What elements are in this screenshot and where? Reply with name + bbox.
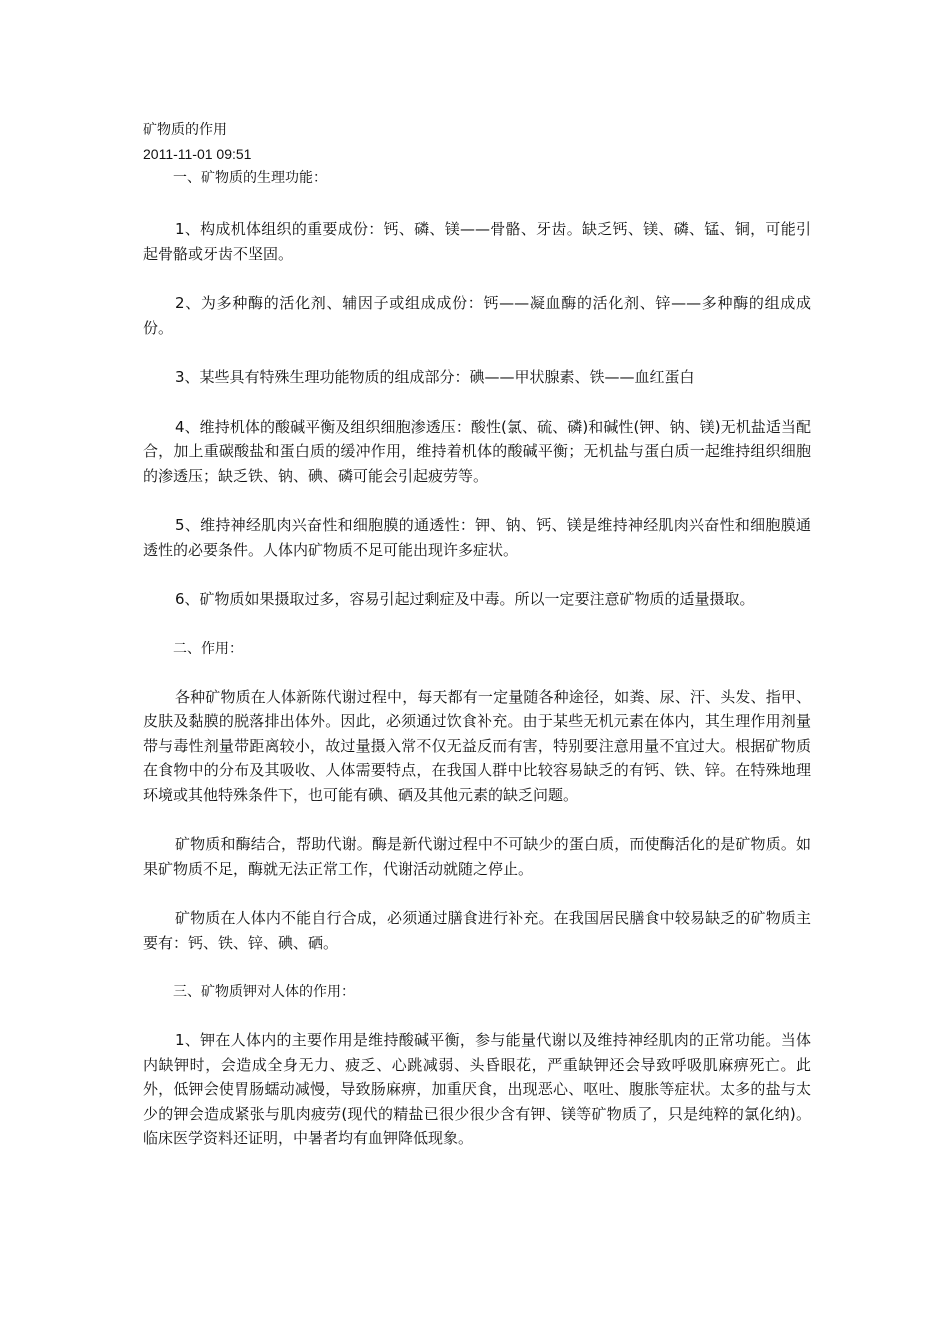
paragraph-potassium-role: 1、钾在人体内的主要作用是维持酸碱平衡，参与能量代谢以及维持神经肌肉的正常功能。当体内缺钾时，会造成全身无力、疲乏、心跳减弱、头昏眼花，严重缺钾还会导致呼吸肌麻痹死亡。此外，低钾会使胃肠蠕动减慢，导致肠麻痹，加重厌食，出现恶心、呕吐、腹胀等症状。太多的盐与太少的钾会造成紧张与肌肉疲劳(现代的精盐已很少很少含有钾、镁等矿物质了，只是纯粹的氯化纳)。临床医学资料还证明，中暑者均有血钾降低现象。 xyxy=(143,1031,811,1147)
section-heading-potassium: 三、矿物质钾对人体的作用： xyxy=(173,984,355,1000)
paragraph-structural-components: 1、构成机体组织的重要成份：钙、磷、镁——骨骼、牙齿。缺乏钙、镁、磷、锰、铜，可能引起骨骼或牙齿不坚固。 xyxy=(143,220,811,263)
section-heading-functions: 二、作用： xyxy=(173,640,243,657)
paragraph-excess-intake: 6、矿物质如果摄取过多，容易引起过剩症及中毒。所以一定要注意矿物质的适量摄取。 xyxy=(175,590,755,608)
document-title: 矿物质的作用 xyxy=(143,122,227,138)
paragraph-metabolic-loss: 各种矿物质在人体新陈代谢过程中，每天都有一定量随各种途径，如粪、尿、汗、头发、指甲、皮肤及黏膜的脱落排出体外。因此，必须通过饮食补充。由于某些无机元素在体内，其生理作用剂量带与毒性剂量带距离较小，故过量摄入常不仅无益反而有害，特别要注意用量不宜过大。根据矿物质在食物中的分布及其吸收、人体需要特点，在我国人群中比较容易缺乏的有钙、铁、锌。在特殊地理环境或其他特殊条件下，也可能有碘、硒及其他元素的缺乏问题。 xyxy=(143,687,811,804)
document-datetime: 2011-11-01 09:51 xyxy=(143,146,252,162)
paragraph-dietary-supplement: 矿物质在人体内不能自行合成，必须通过膳食进行补充。在我国居民膳食中较易缺乏的矿物质主要有：钙、铁、锌、碘、硒。 xyxy=(143,909,811,952)
paragraph-neuromuscular: 5、维持神经肌肉兴奋性和细胞膜的通透性：钾、钠、钙、镁是维持神经肌肉兴奋性和细胞膜通透性的必要条件。人体内矿物质不足可能出现许多症状。 xyxy=(143,516,811,559)
paragraph-enzyme-binding: 矿物质和酶结合，帮助代谢。酶是新代谢过程中不可缺少的蛋白质，而使酶活化的是矿物质。如果矿物质不足，酶就无法正常工作，代谢活动就随之停止。 xyxy=(143,835,811,878)
document-body xyxy=(143,118,811,1176)
paragraph-enzyme-activators: 2、为多种酶的活化剂、辅因子或组成成份：钙——凝血酶的活化剂、锌——多种酶的组成成份。 xyxy=(143,294,811,337)
paragraph-special-function-components: 3、某些具有特殊生理功能物质的组成部分：碘——甲状腺素、铁——血红蛋白 xyxy=(175,368,695,386)
section-heading-physiological-functions: 一、矿物质的生理功能： xyxy=(173,170,327,186)
paragraph-acid-base-osmotic: 4、维持机体的酸碱平衡及组织细胞渗透压：酸性(氯、硫、磷)和碱性(钾、钠、镁)无机盐适当配合，加上重碳酸盐和蛋白质的缓冲作用，维持着机体的酸碱平衡；无机盐与蛋白质一起维持组织细胞的渗透压；缺乏铁、钠、碘、磷可能会引起疲劳等。 xyxy=(143,417,811,485)
